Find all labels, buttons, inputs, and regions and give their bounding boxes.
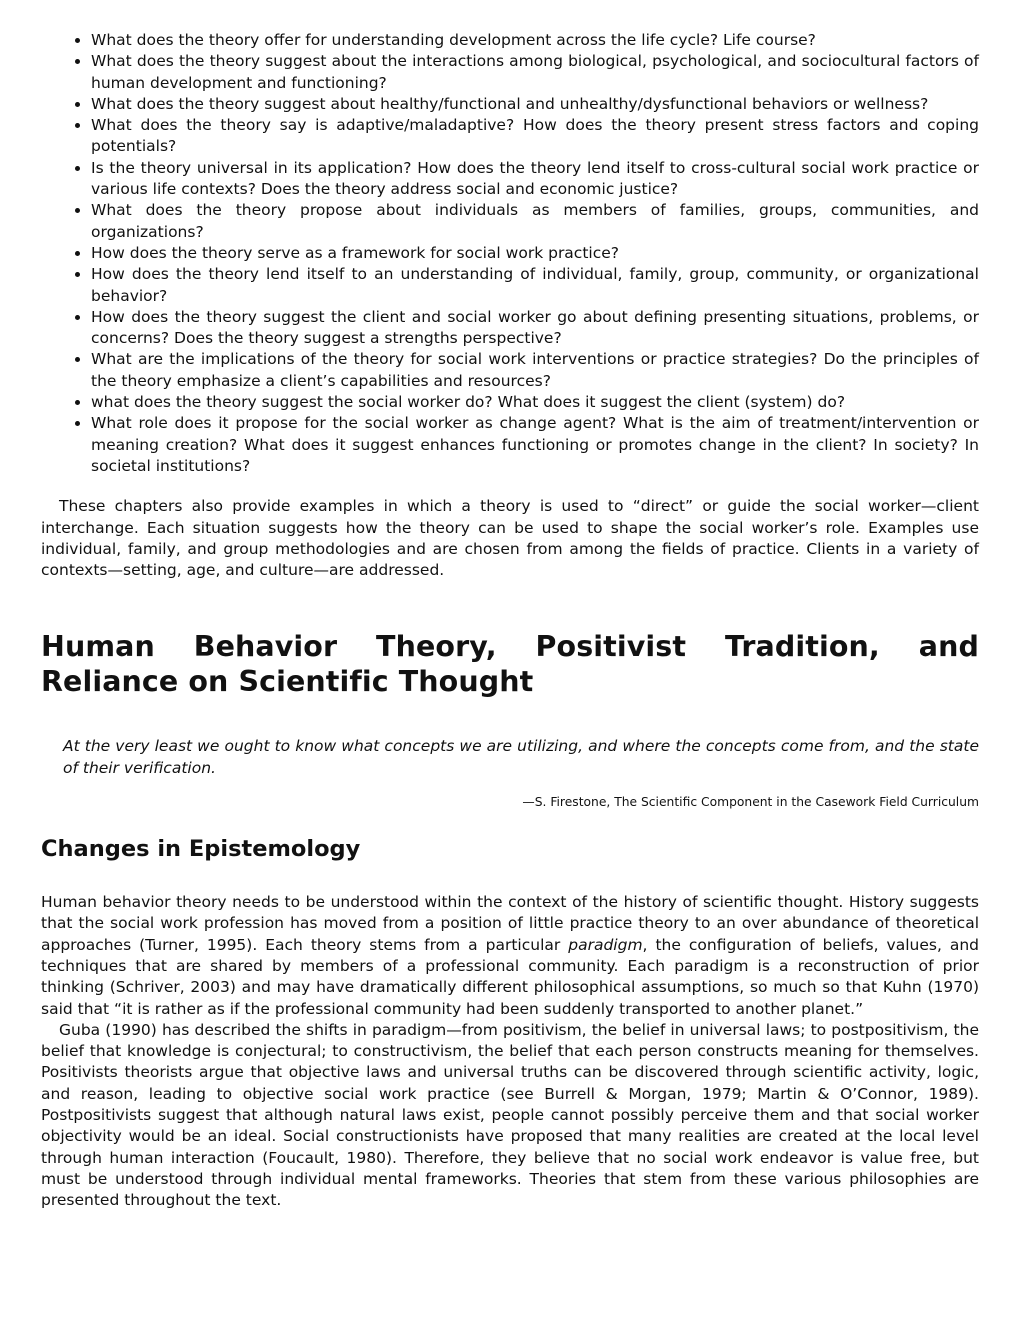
- epistemology-paragraph-2: Guba (1990) has described the shifts in paradigm—from positivism, the belief in universal laws; to postpositivism, the belief that knowledge is conjectural; to constructivism, the belief that each person constructs meaning for themselves. Positivists theorists argue that objective laws and universal truths can be discovered through scientific activity, logic, and reason, leading to objective social work practice (see Burrell & Morgan, 1979; Martin & O’Connor, 1989). Postpositivists suggest that although natural laws exist, people cannot possibly perceive them and that social worker objectivity would be an ideal. Social constructionists have proposed that many realities are created at the local level through human interaction (Foucault, 1980). Therefore, they believe that no social work endeavor is value free, but must be understood through individual mental frameworks. Theories that stem from these various philosophies are presented throughout the text.: [41, 1020, 979, 1210]
- list-item: • How does the theory suggest the client and social worker go about defining presenting situations, problems, or concerns? Does the theory suggest a strengths perspective?: [91, 307, 979, 350]
- list-item: • How does the theory lend itself to an understanding of individual, family, group, community, or organizational behavior?: [91, 264, 979, 307]
- list-item: • What does the theory suggest about the interactions among biological, psychological, and sociocultural factors of human development and functioning?: [91, 51, 979, 94]
- section-heading: Human Behavior Theory, Positivist Tradition, and Reliance on Scientific Thought: [41, 630, 979, 699]
- paragraph-text-after-term: , the configuration of beliefs, values, and techniques that are shared by members of a professional community. Each paradigm is a reconstruction of prior thinking (Schriver, 2003) and may have dramatically different philosophical assumptions, so much so that Kuhn (1970) said that “it is rather as if the professional community had been suddenly transported to another planet.”: [41, 935, 980, 1018]
- paradigm-term: paradigm: [568, 935, 643, 954]
- intro-paragraph: These chapters also provide examples in which a theory is used to “direct” or guide the social worker—client interchange. Each situation suggests how the theory can be used to shape the social worker’s role. Examples use individual, family, and group methodologies and are chosen from among the fields of practice. Clients in a variety of contexts—setting, age, and culture—are addressed.: [41, 497, 979, 580]
- list-item: • What are the implications of the theory for social work interventions or practice strategies? Do the principles of the theory emphasize a client’s capabilities and resources?: [91, 349, 979, 392]
- epistemology-paragraph-1: [41, 892, 979, 1020]
- list-item: • What does the theory offer for understanding development across the life cycle? Life course?: [91, 30, 979, 51]
- list-item: • What role does it propose for the social worker as change agent? What is the aim of treatment/intervention or meaning creation? What does it suggest enhances functioning or promotes change in the client? In society? In societal institutions?: [91, 413, 979, 477]
- list-item: • What does the theory suggest about healthy/functional and unhealthy/dysfunctional behaviors or wellness?: [91, 94, 979, 115]
- epigraph: [63, 736, 979, 779]
- list-item: • How does the theory serve as a framework for social work practice?: [91, 243, 979, 264]
- theory-questions-list: [41, 30, 979, 477]
- list-item: • Is the theory universal in its application? How does the theory lend itself to cross-cultural social work practice or various life contexts? Does the theory address social and economic justice?: [91, 158, 979, 201]
- paragraph-text-before-term: Human behavior theory needs to be understood within the context of the history of scientific thought. History suggests that the social work profession has moved from a position of little practice theory to an over abundance of theoretical approaches (Turner, 1995). Each theory stems from a particular: [41, 893, 979, 954]
- document-page: [41, 30, 979, 1211]
- subsection-heading: Changes in Epistemology: [41, 836, 361, 863]
- list-item: • What does the theory say is adaptive/maladaptive? How does the theory present stress factors and coping potentials?: [91, 115, 979, 158]
- list-item: • What does the theory propose about individuals as members of families, groups, communities, and organizations?: [91, 200, 979, 243]
- epigraph-attribution: —S. Firestone, The Scientific Component in the Casework Field Curriculum: [522, 795, 979, 810]
- list-item: • what does the theory suggest the social worker do? What does it suggest the client (system) do?: [91, 392, 979, 413]
- epigraph-quote: At the very least we ought to know what concepts we are utilizing, and where the concepts come from, and the state of their verification.: [63, 737, 979, 777]
